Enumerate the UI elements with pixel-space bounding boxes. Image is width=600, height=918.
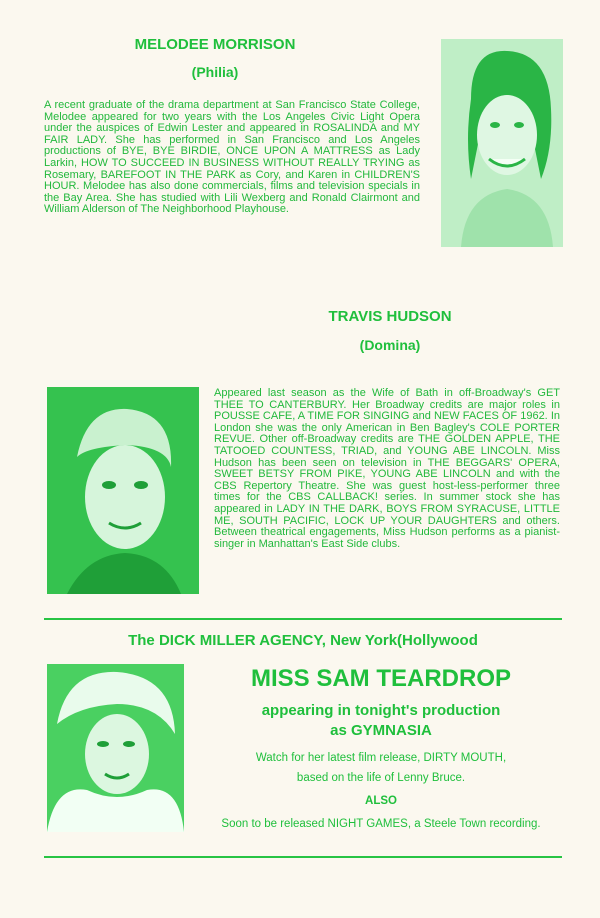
agency-line — [44, 632, 562, 649]
ad-headline: MISS SAM TEARDROP — [250, 665, 511, 692]
ad-sub2: as GYMNASIA — [330, 722, 432, 739]
bio2-name: TRAVIS HUDSON — [328, 308, 452, 325]
ad-line3: Soon to be released NIGHT GAMES, a Steele Town recording. — [221, 818, 541, 830]
bio2-text: Appeared last season as the Wife of Bath in off-Broadway's GET THEE TO CANTERBURY. Her Broadway credits are major roles in POUSSE CAFE, A TIME FOR SINGING and NEW FACES OF 1962. In London she was the only American in Ben Bagley's COLE PORTER REVUE. Other off-Broadway credits are THE GOLDEN APPLE, THE TATOOED COUNTESS, TRIAD, and YOUNG ABE LINCOLN. Miss Hudson has been seen on television in THE BEGGARS' OPERA, SWEET BETSY FROM PIKE, YOUNG ABE LINCOLN and with the CBS Repertory Theatre. She was guest host-less-performer three times for the CBS CALLBACK! series. In summer stock she has appeared in LADY IN THE DARK, BOYS FROM SYRACUSE, LITTLE ME, SOUTH PACIFIC, LOCK UP YOUR DAUGHTERS and others. Between theatrical engagements, Miss Hudson performs as a pianist-singer in Manhattan's East Side clubs. — [214, 387, 560, 550]
divider-top — [44, 618, 562, 620]
bio1-photo — [441, 39, 563, 247]
ad-sub1: appearing in tonight's production — [261, 702, 501, 719]
ad-also: ALSO — [365, 795, 397, 807]
divider-bottom — [44, 856, 562, 858]
bio2-role: (Domina) — [359, 337, 421, 353]
bio1-text: A recent graduate of the drama department at San Francisco State College, Melodee appeared for two years with the Los Angeles Civic Light Opera under the auspices of Edwin Lester and appeared in ROSALINDA and MY FAIR LADY. She has performed in San Francisco and Los Angeles productions of BYE, BYE BIRDIE, ONCE UPON A MATTRESS as Lady Larkin, HOW TO SUCCEED IN BUSINESS WITHOUT REALLY TRYING as Rosemary, BAREFOOT IN THE PARK as Cory, and Karen in CHILDREN'S HOUR. Melodee has also done commercials, films and television specials in the Bay Area. She has studied with Lili Wexberg and Ronald Clairmont and William Alderson of The Neighborhood Playhouse. — [44, 99, 420, 216]
ad-line2: based on the life of Lenny Bruce. — [296, 772, 466, 784]
bio1-name: MELODEE MORRISON — [134, 36, 296, 53]
agency-name: The DICK MILLER AGENCY, — [128, 632, 326, 649]
agency-location: New York(Hollywood — [330, 632, 478, 649]
bio2-photo — [47, 387, 199, 594]
ad-line1: Watch for her latest film release, DIRTY MOUTH, — [255, 752, 507, 764]
ad-photo — [47, 664, 184, 832]
bio1-role: (Philia) — [191, 64, 239, 80]
